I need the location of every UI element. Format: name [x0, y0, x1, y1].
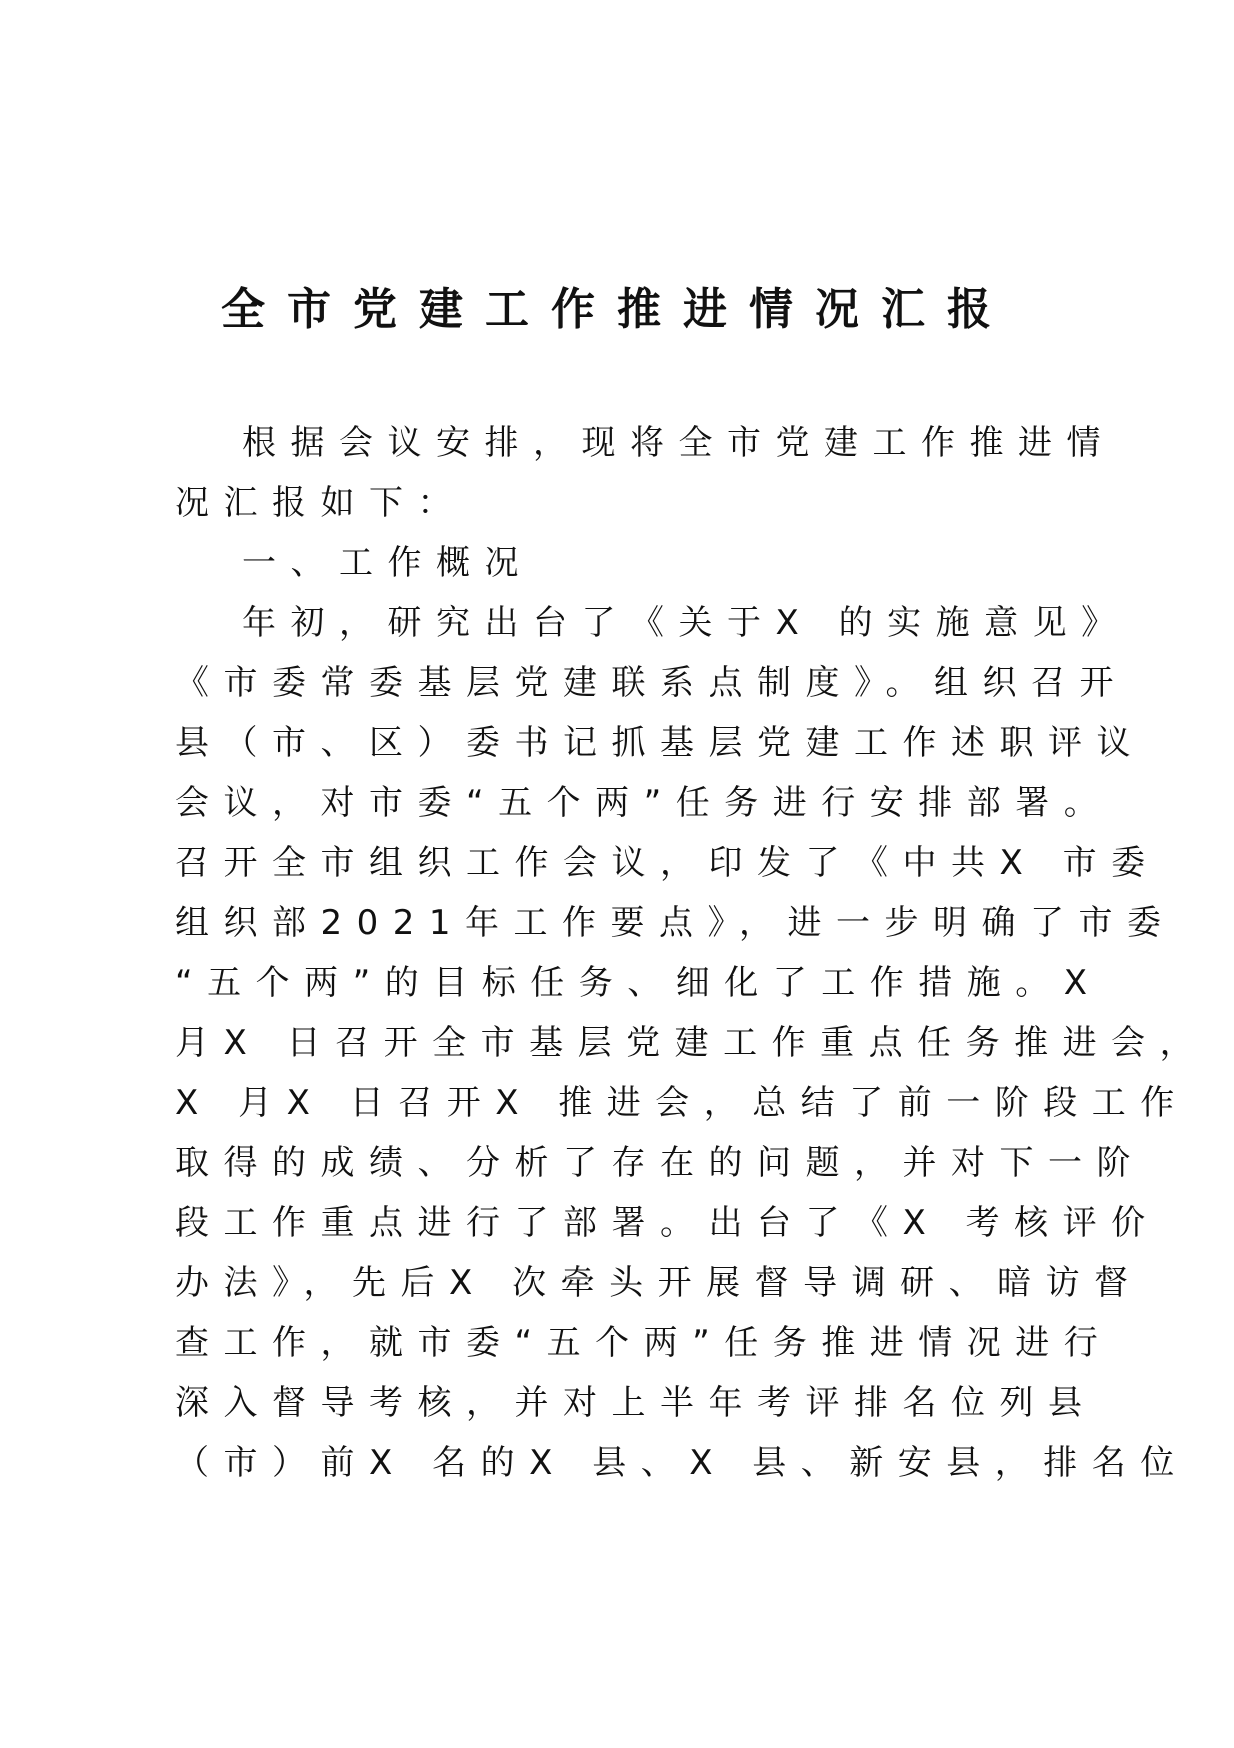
paragraph-line: 深入督导考核，并对上半年考评排名位列县 — [175, 1383, 1097, 1423]
paragraph-line: 况汇报如下： — [175, 483, 466, 523]
paragraph-line: 办法》，先后X 次牵头开展督导调研、暗访督 — [175, 1263, 1143, 1303]
paragraph-line: 县（市、区）委书记抓基层党建工作述职评议 — [175, 723, 1145, 763]
paragraph-line: 取得的成绩、分析了存在的问题，并对下一阶 — [175, 1143, 1145, 1183]
paragraph-line: X 月X 日召开X 推进会，总结了前一阶段工作 — [175, 1083, 1189, 1123]
paragraph-line: 《市委常委基层党建联系点制度》。组织召开 — [175, 663, 1128, 703]
paragraph-line: 召开全市组织工作会议，印发了《中共X 市委 — [175, 843, 1160, 883]
paragraph-line: 段工作重点进行了部署。出台了《X 考核评价 — [175, 1203, 1160, 1243]
paragraph-line: 根据会议安排，现将全市党建工作推进情 — [242, 423, 1115, 463]
paragraph-line: 组织部2021年工作要点》，进一步明确了市委 — [175, 903, 1176, 943]
paragraph-line: 查工作，就市委“五个两”任务推进情况进行 — [175, 1323, 1113, 1363]
paragraph-line: （市）前X 名的X 县、X 县、新安县，排名位 — [175, 1443, 1189, 1483]
document-title: 全市党建工作推进情况汇报 — [221, 284, 1013, 335]
paragraph-line: 会议，对市委“五个两”任务进行安排部署。 — [175, 783, 1113, 823]
paragraph-line: 月X 日召开全市基层党建工作重点任务推进会， — [175, 1023, 1209, 1063]
paragraph-line: 年初，研究出台了《关于X 的实施意见》 — [242, 603, 1130, 643]
section-heading: 一、工作概况 — [242, 543, 533, 583]
paragraph-line: “五个两”的目标任务、细化了工作措施。X — [175, 963, 1102, 1003]
